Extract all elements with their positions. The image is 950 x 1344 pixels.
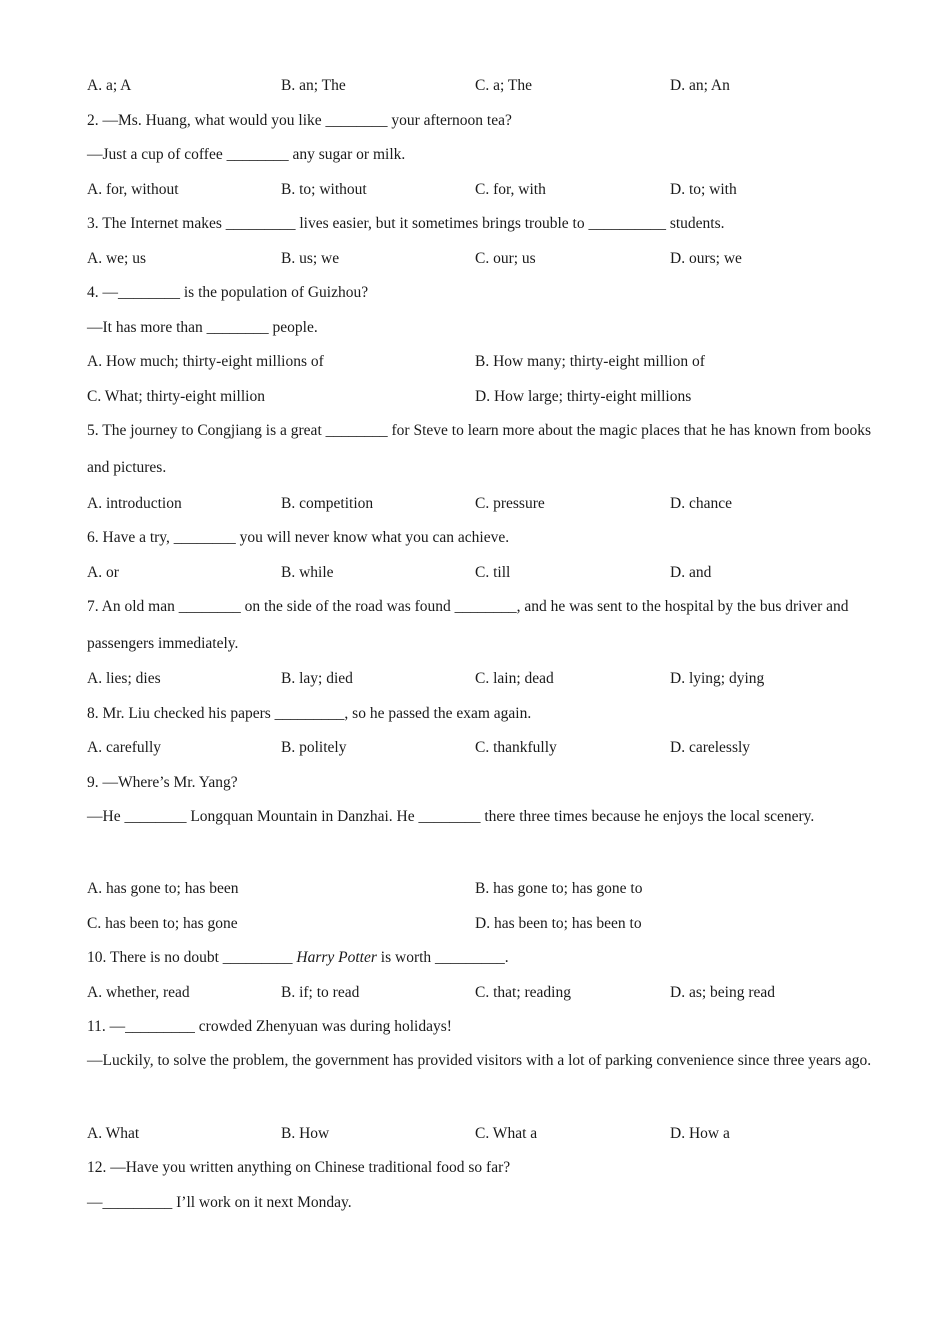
q11-option-b: B. How <box>281 1125 330 1142</box>
q6-option-b: B. while <box>281 564 334 581</box>
q8-option-c: C. thankfully <box>475 739 557 756</box>
q5-stem: 5. The journey to Congjiang is a great ________ for Steve to learn more about the magic places that he has known from books and pictures. <box>87 422 871 476</box>
q10-option-c: C. that; reading <box>475 984 571 1001</box>
q8-option-a: A. carefully <box>87 739 162 756</box>
q11-option-c: C. What a <box>475 1125 538 1142</box>
q10-stem-before: 10. There is no doubt _________ <box>87 949 297 966</box>
q4-option-d: D. How large; thirty-eight millions <box>475 388 692 405</box>
q2-option-d: D. to; with <box>670 181 737 198</box>
q5-option-a: A. introduction <box>87 495 182 512</box>
q5-option-d: D. chance <box>670 495 732 512</box>
q9-answer-line: —He ________ Longquan Mountain in Danzhai. He ________ there three times because he enjoys the local scenery. <box>87 808 815 825</box>
q10-option-a: A. whether, read <box>87 984 190 1001</box>
q1-option-d: D. an; An <box>670 77 730 94</box>
q2-stem: 2. —Ms. Huang, what would you like ________ your afternoon tea? <box>87 112 512 129</box>
q5-option-c: C. pressure <box>475 495 545 512</box>
q8-stem: 8. Mr. Liu checked his papers _________, so he passed the exam again. <box>87 705 532 722</box>
q3-option-a: A. we; us <box>87 250 146 267</box>
q6-option-d: D. and <box>670 564 712 581</box>
q2-option-b: B. to; without <box>281 181 367 198</box>
q7-option-a: A. lies; dies <box>87 670 161 687</box>
q7-stem: 7. An old man ________ on the side of the road was found ________, and he was sent to the hospital by the bus driver and passengers immediately. <box>87 598 849 652</box>
q12-stem: 12. —Have you written anything on Chinese traditional food so far? <box>87 1159 511 1176</box>
q5-option-b: B. competition <box>281 495 374 512</box>
q11-option-a: A. What <box>87 1125 140 1142</box>
q1-option-a: A. a; A <box>87 77 132 94</box>
q8-option-d: D. carelessly <box>670 739 751 756</box>
q12-answer-line: —_________ I’ll work on it next Monday. <box>87 1194 352 1211</box>
q9-option-c: C. has been to; has gone <box>87 915 238 932</box>
q4-option-b: B. How many; thirty-eight million of <box>475 353 705 370</box>
q6-stem: 6. Have a try, ________ you will never know what you can achieve. <box>87 529 510 546</box>
q1-option-c: C. a; The <box>475 77 532 94</box>
q7-option-c: C. lain; dead <box>475 670 554 687</box>
q1-option-b: B. an; The <box>281 77 346 94</box>
q3-option-b: B. us; we <box>281 250 340 267</box>
q4-stem: 4. —________ is the population of Guizhou? <box>87 284 369 301</box>
q3-option-d: D. ours; we <box>670 250 742 267</box>
q10-option-d: D. as; being read <box>670 984 776 1001</box>
q2-option-a: A. for, without <box>87 181 179 198</box>
q4-answer-line: —It has more than ________ people. <box>87 319 318 336</box>
q10-stem-after: is worth _________. <box>376 949 509 966</box>
q4-option-c: C. What; thirty-eight million <box>87 388 265 405</box>
q9-option-a: A. has gone to; has been <box>87 880 239 897</box>
q9-option-b: B. has gone to; has gone to <box>475 880 643 897</box>
q3-stem: 3. The Internet makes _________ lives easier, but it sometimes brings trouble to __________ students. <box>87 215 725 232</box>
q11-answer-line: —Luckily, to solve the problem, the government has provided visitors with a lot of parking convenience since three years ago. <box>87 1052 872 1069</box>
q9-stem: 9. —Where’s Mr. Yang? <box>87 774 238 791</box>
q7-option-d: D. lying; dying <box>670 670 765 687</box>
q2-option-c: C. for, with <box>475 181 546 198</box>
q7-option-b: B. lay; died <box>281 670 353 687</box>
q11-stem: 11. —_________ crowded Zhenyuan was during holidays! <box>87 1018 452 1035</box>
q2-answer-line: —Just a cup of coffee ________ any sugar or milk. <box>87 146 406 163</box>
q9-option-d: D. has been to; has been to <box>475 915 642 932</box>
q8-option-b: B. politely <box>281 739 347 756</box>
q6-option-a: A. or <box>87 564 119 581</box>
q10-stem <box>87 948 509 968</box>
q6-option-c: C. till <box>475 564 511 581</box>
q11-option-d: D. How a <box>670 1125 730 1142</box>
q10-book-title: Harry Potter <box>296 949 377 966</box>
q10-option-b: B. if; to read <box>281 984 360 1001</box>
q4-option-a: A. How much; thirty-eight millions of <box>87 353 324 370</box>
q3-option-c: C. our; us <box>475 250 536 267</box>
